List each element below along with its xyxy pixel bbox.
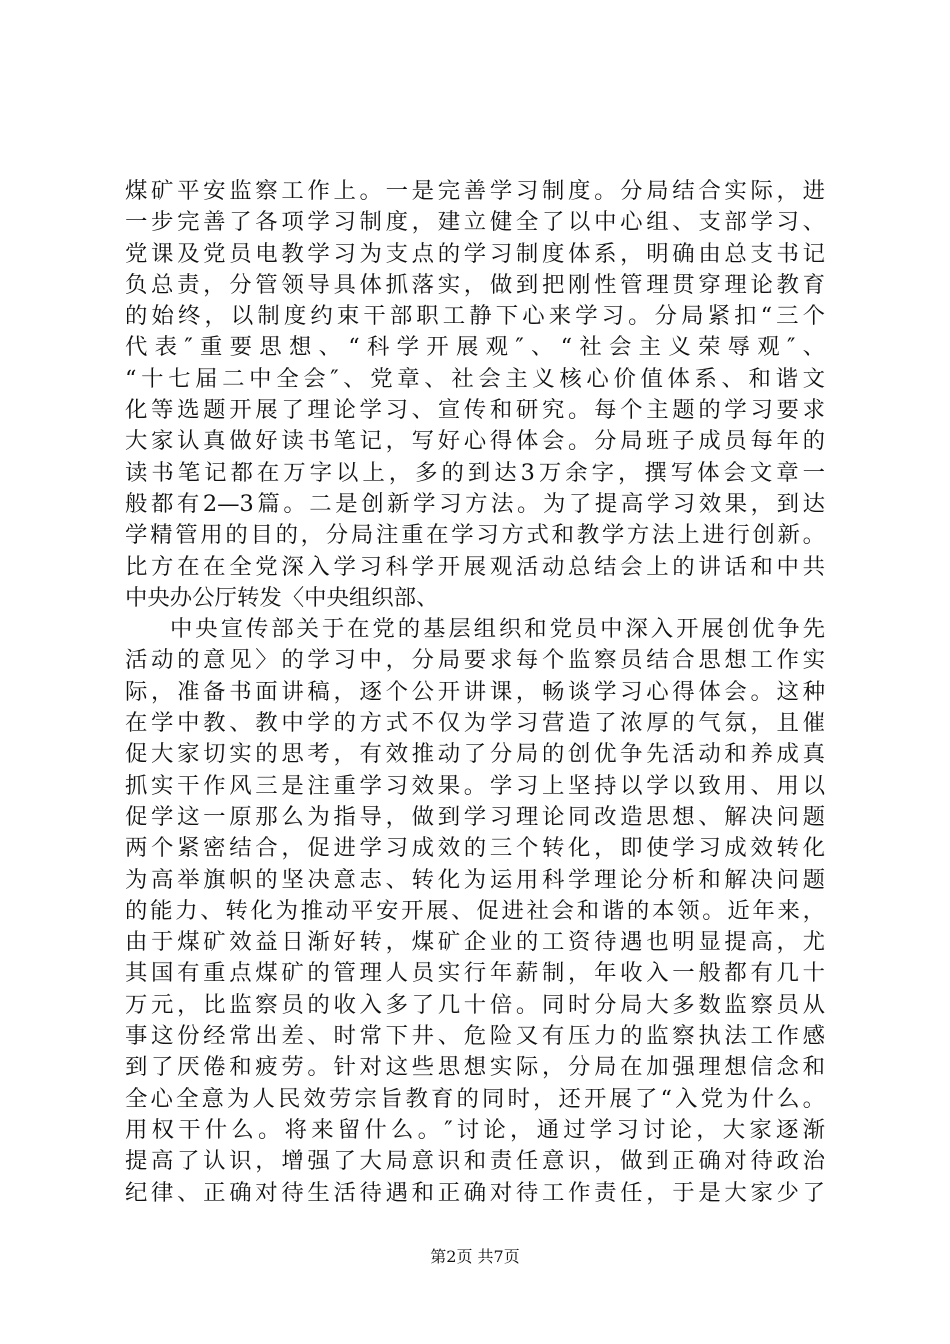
page-number-label: 第2页 共7页	[430, 1247, 520, 1266]
text-line: 一步完善了各项学习制度，建立健全了以中心组、支部学习、	[125, 209, 825, 236]
text-line: 全心全意为人民效劳宗旨教育的同时，还开展了“入党为什么。	[125, 1085, 825, 1112]
text-line: 抓实干作风三是注重学习效果。学习上坚持以学以致用、用以	[125, 772, 825, 799]
text-line: 党课及党员电教学习为支点的学习制度体系，明确由总支书记	[125, 240, 825, 267]
text-line: 际，准备书面讲稿，逐个公开讲课，畅谈学习心得体会。这种	[125, 678, 825, 705]
text-line: 促学这一原那么为指导，做到学习理论同改造思想、解决问题	[125, 803, 825, 830]
text-line: 提高了认识，增强了大局意识和责任意识，做到正确对待政治	[125, 1148, 825, 1175]
text-line: 读书笔记都在万字以上，多的到达3万余字，撰写体会文章一	[125, 459, 825, 486]
text-line: 负总责，分管领导具体抓落实，做到把刚性管理贯穿理论教育	[125, 271, 825, 298]
text-line: 中央宣传部关于在党的基层组织和党员中深入开展创优争先	[170, 616, 825, 643]
text-line: 其国有重点煤矿的管理人员实行年薪制，年收入一般都有几十	[125, 960, 825, 987]
text-line: 化等选题开展了理论学习、宣传和研究。每个主题的学习要求	[125, 397, 825, 424]
text-line: 比方在在全党深入学习科学开展观活动总结会上的讲话和中共	[125, 553, 825, 580]
page-footer	[0, 1244, 950, 1267]
text-line: 为高举旗帜的坚决意志、转化为运用科学理论分析和解决问题	[125, 866, 825, 893]
text-line: 般都有2—3篇。二是创新学习方法。为了提高学习效果，到达	[125, 490, 825, 517]
text-line: 事这份经常出差、时常下井、危险又有压力的监察执法工作感	[125, 1023, 825, 1050]
text-line: “十七届二中全会″、党章、社会主义核心价值体系、和谐文	[125, 365, 825, 392]
text-line: 的能力、转化为推动平安开展、促进社会和谐的本领。近年来，	[125, 897, 825, 924]
text-line: 在学中教、教中学的方式不仅为学习营造了浓厚的气氛，且催	[125, 710, 825, 737]
text-line: 促大家切实的思考，有效推动了分局的创优争先活动和养成真	[125, 741, 825, 768]
text-line: 两个紧密结合，促进学习成效的三个转化，即使学习成效转化	[125, 835, 825, 862]
text-line: 大家认真做好读书笔记，写好心得体会。分局班子成员每年的	[125, 428, 825, 455]
text-line: 纪律、正确对待生活待遇和正确对待工作责任，于是大家少了	[125, 1179, 825, 1206]
text-line: 中央办公厅转发〈中央组织部、	[125, 584, 439, 611]
text-line: 万元，比监察员的收入多了几十倍。同时分局大多数监察员从	[125, 991, 825, 1018]
text-line: 到了厌倦和疲劳。针对这些思想实际，分局在加强理想信念和	[125, 1054, 825, 1081]
text-line: 用权干什么。将来留什么。″讨论，通过学习讨论，大家逐渐	[125, 1116, 825, 1143]
text-line: 代表″重要思想、“科学开展观″、“社会主义荣辱观″、	[125, 334, 825, 361]
text-line: 由于煤矿效益日渐好转，煤矿企业的工资待遇也明显提高，尤	[125, 929, 825, 956]
text-line: 煤矿平安监察工作上。一是完善学习制度。分局结合实际，进	[125, 178, 825, 204]
body-text	[125, 176, 825, 1209]
text-line: 的始终，以制度约束干部职工静下心来学习。分局紧扣“三个	[125, 303, 825, 330]
text-line: 活动的意见〉的学习中，分局要求每个监察员结合思想工作实	[125, 647, 825, 674]
text-line: 学精管用的目的，分局注重在学习方式和教学方法上进行创新。	[125, 522, 825, 549]
